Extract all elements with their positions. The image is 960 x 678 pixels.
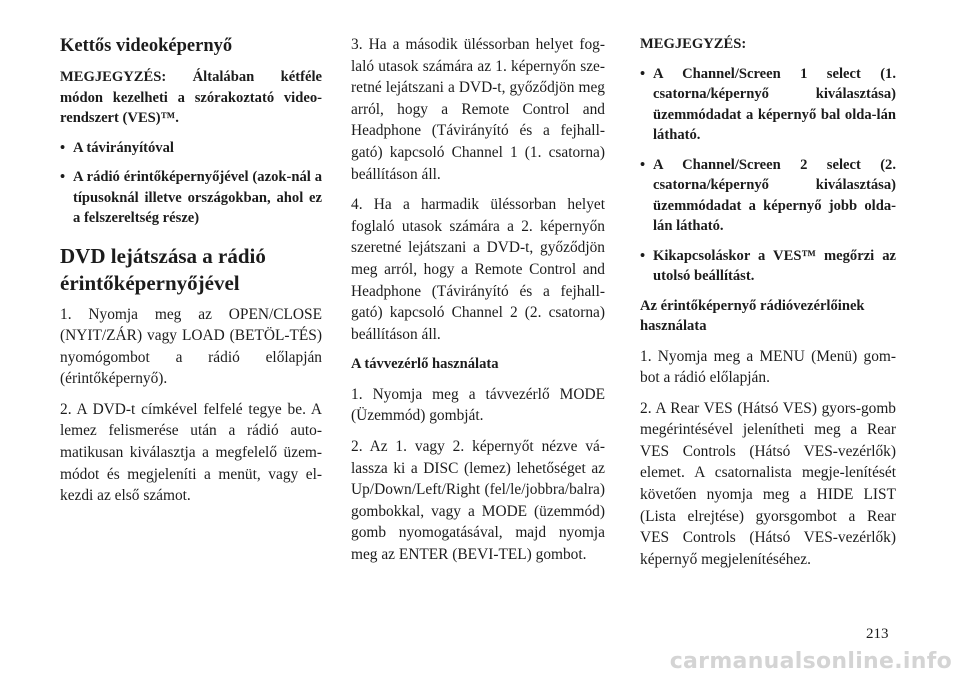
note-paragraph: MEGJEGYZÉS: Általában kétféle módon kezelheti a szórakoztató video-rendszert (VES)™. [60, 69, 322, 126]
section-heading: DVD lejátszása a rádió érintőképernyőjével [60, 243, 266, 295]
note-title: MEGJEGYZÉS: [640, 36, 747, 52]
section-title: Kettős videoképernyő [60, 36, 233, 56]
paragraph: 1. Nyomja meg az OPEN/CLOSE (NYIT/ZÁR) vagy LOAD (BETÖL-TÉS) nyomógombot a rádió előlapján (érintőképernyő). [60, 305, 322, 388]
column-left [60, 34, 322, 516]
paragraph: 2. A DVD-t címkével felfelé tegye be. A lemez felismerése után a rádió auto-matikusan kiválasztja a megfelelő üzem-módot és megjeleníti a menüt, vagy el-kezdi az első számot. [60, 400, 322, 505]
paragraph: 1. Nyomja meg a MENU (Menü) gom-bot a rádió előlapján. [640, 347, 896, 387]
watermark: carmanualsonline.info [669, 649, 952, 674]
paragraph: 3. Ha a második üléssorban helyet fog-laló utasok számára az 1. képernyőn sze-retné lejátszani a DVD-t, győződjön meg arról, hogy a Remote Control and Headphone (Távirányító és a fejhall-gató) kapcsoló Channel 1 (1. csatorna) beállításon áll. [351, 36, 605, 183]
bullet-item: • A rádió érintőképernyőjével (azok-nál a típusoknál illetve országokban, ahol ez a felszereltség része) [60, 167, 322, 229]
page-number: 213 [866, 626, 889, 642]
bullet-item: • Kikapcsoláskor a VES™ megőrzi az utolsó beállítást. [640, 246, 896, 287]
paragraph: 2. Az 1. vagy 2. képernyőt nézve vá-lassza ki a DISC (lemez) lehetőséget az Up/Down/Left/Right (fel/le/jobbra/balra) gombokkal, vagy a MODE (üzemmód) gomb nyomogatásával, majd nyomja meg az ENTER (BEVI-TEL) gombot. [351, 438, 605, 563]
paragraph: 2. A Rear VES (Hátsó VES) gyors-gomb megérintésével jelenítheti meg a Rear VES Controls (Hátsó VES-vezérlők) elemet. A csatornalista megje-lenítését követően nyomja meg a HIDE LIST (Lista elrejtése) gyorsgombot a Rear VES Controls (Hátsó VES-vezérlők) képernyő megjelenítéséhez. [640, 399, 896, 568]
subheading: A távvezérlő használata [351, 356, 499, 373]
bullet-item: • A Channel/Screen 2 select (2. csatorna/képernyő kiválasztása) üzemmódadat a képernyő jobb olda-lán látható. [640, 155, 896, 237]
column-right [640, 34, 896, 579]
paragraph: 1. Nyomja meg a távvezérlő MODE (Üzemmód) gombját. [351, 385, 605, 425]
bullet-item: • A Channel/Screen 1 select (1. csatorna/képernyő kiválasztása) üzemmódadat a képernyő bal olda-lán látható. [640, 64, 896, 146]
bullet-item: • A távirányítóval [60, 138, 322, 159]
paragraph: 4. Ha a harmadik üléssorban helyet foglaló utasok számára a 2. képernyőn szeretné lejátszani a DVD-t, győződjön meg arról, hogy a Remote Control and Headphone (Távirányító és a fejhall-gató) kapcsoló Channel 2 (2. csatorna) beállításon áll. [351, 196, 605, 343]
subheading: Az érintőképernyő rádióvezérlőinek használata [640, 297, 865, 334]
column-middle [351, 34, 605, 575]
